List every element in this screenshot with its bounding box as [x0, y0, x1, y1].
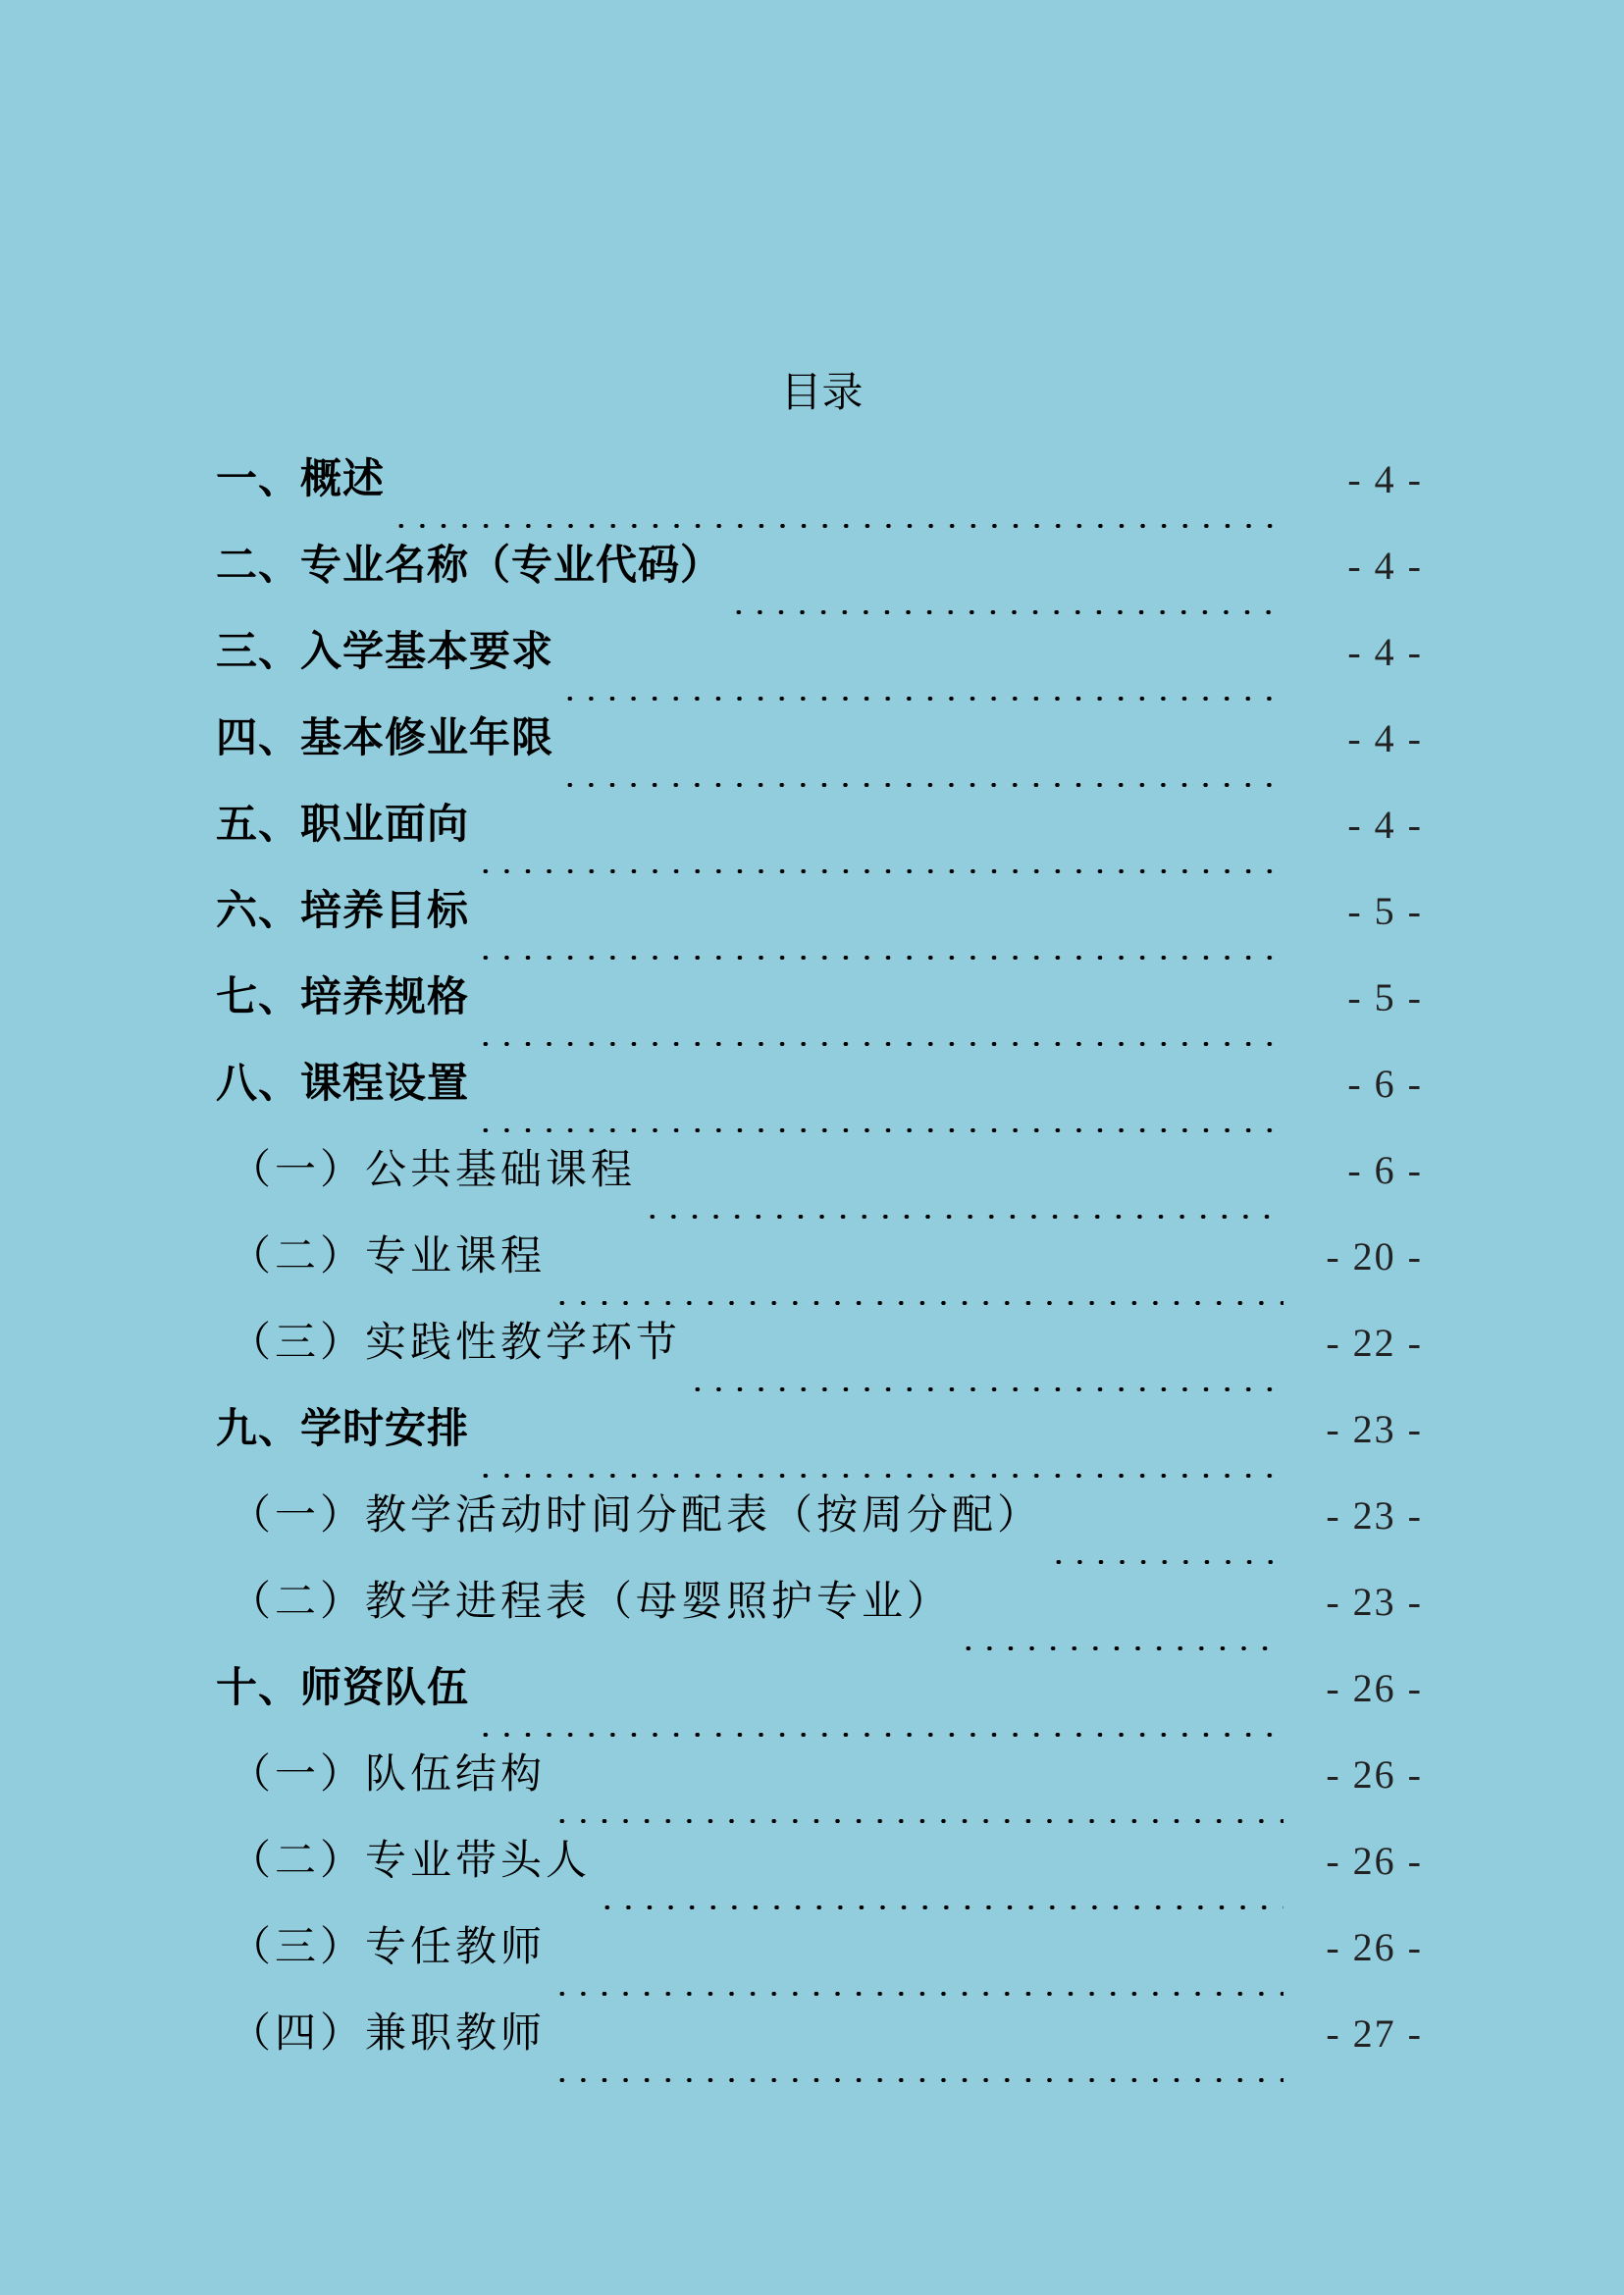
toc-page-number: - 27 -	[1326, 2011, 1423, 2056]
toc-dot-leader	[597, 1905, 1283, 1909]
toc-dot-leader	[475, 1042, 1283, 1046]
toc-dot-leader	[1048, 1560, 1283, 1564]
toc-dot-leader	[559, 697, 1283, 701]
toc-dot-leader	[559, 783, 1283, 787]
toc-page-number: - 26 -	[1326, 1839, 1423, 1883]
toc-dot-leader	[475, 1474, 1283, 1478]
toc-dot-leader	[391, 524, 1283, 528]
toc-section-entry[interactable]	[216, 1660, 1423, 1747]
toc-page-number: - 5 -	[1347, 889, 1423, 933]
toc-entry-label: （一）公共基础课程	[230, 1145, 637, 1193]
toc-entry-label: （三）实践性教学环节	[230, 1318, 682, 1366]
toc-entry-label: 十、师资队伍	[216, 1663, 470, 1711]
toc-entry-label: （一）队伍结构	[230, 1749, 547, 1798]
toc-page-number: - 4 -	[1347, 457, 1423, 501]
toc-entry-label: （二）教学进程表（母婴照护专业）	[230, 1577, 953, 1625]
toc-page-number: - 5 -	[1347, 975, 1423, 1019]
toc-dot-leader	[958, 1646, 1283, 1650]
toc-page-number: - 23 -	[1326, 1580, 1423, 1624]
toc-entry-label: 一、概述	[216, 454, 386, 502]
toc-page-number: - 20 -	[1326, 1234, 1423, 1278]
toc-page-number: - 23 -	[1326, 1493, 1423, 1538]
toc-dot-leader	[475, 869, 1283, 873]
toc-subsection-entry[interactable]	[216, 1315, 1423, 1401]
toc-page-number: - 6 -	[1347, 1148, 1423, 1192]
toc-entry-label: 七、培养规格	[216, 972, 470, 1020]
toc-entry-label: （二）专业带头人	[230, 1836, 592, 1884]
toc-dot-leader	[551, 1301, 1283, 1305]
toc-entry-label: 六、培养目标	[216, 886, 470, 934]
toc-dot-leader	[475, 956, 1283, 960]
toc-section-entry[interactable]	[216, 797, 1423, 883]
toc-section-entry[interactable]	[216, 710, 1423, 797]
toc-entry-label: （三）专任教师	[230, 1922, 547, 1970]
toc-section-entry[interactable]	[216, 538, 1423, 624]
toc-dot-leader	[642, 1215, 1283, 1219]
toc-page-number: - 4 -	[1347, 544, 1423, 588]
toc-dot-leader	[551, 1992, 1283, 1996]
toc-entry-label: （二）专业课程	[230, 1231, 547, 1279]
toc-list	[216, 451, 1423, 2092]
toc-section-entry[interactable]	[216, 883, 1423, 969]
toc-subsection-entry[interactable]	[216, 1747, 1423, 1833]
toc-page-number: - 22 -	[1326, 1321, 1423, 1365]
toc-page-number: - 6 -	[1347, 1062, 1423, 1106]
toc-page-number: - 23 -	[1326, 1407, 1423, 1451]
toc-entry-label: 二、专业名称（专业代码）	[216, 541, 723, 589]
toc-subsection-entry[interactable]	[216, 1487, 1423, 1574]
toc-entry-label: 八、课程设置	[216, 1059, 470, 1107]
toc-subsection-entry[interactable]	[216, 1574, 1423, 1660]
toc-dot-leader	[475, 1128, 1283, 1132]
toc-dot-leader	[728, 610, 1283, 614]
toc-section-entry[interactable]	[216, 1401, 1423, 1487]
toc-page-number: - 4 -	[1347, 716, 1423, 760]
toc-section-entry[interactable]	[216, 969, 1423, 1056]
toc-page-number: - 4 -	[1347, 803, 1423, 847]
toc-entry-label: 三、入学基本要求	[216, 627, 554, 675]
toc-dot-leader	[551, 2078, 1283, 2082]
toc-subsection-entry[interactable]	[216, 1919, 1423, 2006]
toc-entry-label: （一）教学活动时间分配表（按周分配）	[230, 1490, 1043, 1539]
toc-subsection-entry[interactable]	[216, 1833, 1423, 1919]
toc-entry-label: 四、基本修业年限	[216, 713, 554, 761]
toc-dot-leader	[551, 1819, 1283, 1823]
toc-page-number: - 4 -	[1347, 630, 1423, 674]
toc-section-entry[interactable]	[216, 451, 1423, 538]
toc-title: 目录	[780, 368, 864, 416]
toc-subsection-entry[interactable]	[216, 1142, 1423, 1228]
toc-subsection-entry[interactable]	[216, 1228, 1423, 1315]
toc-dot-leader	[687, 1387, 1283, 1391]
toc-dot-leader	[475, 1733, 1283, 1737]
toc-entry-label: （四）兼职教师	[230, 2008, 547, 2057]
toc-page-number: - 26 -	[1326, 1666, 1423, 1710]
toc-page-number: - 26 -	[1326, 1752, 1423, 1797]
toc-section-entry[interactable]	[216, 624, 1423, 710]
toc-page-number: - 26 -	[1326, 1925, 1423, 1969]
toc-entry-label: 五、职业面向	[216, 800, 470, 848]
toc-subsection-entry[interactable]	[216, 2006, 1423, 2092]
toc-section-entry[interactable]	[216, 1056, 1423, 1142]
toc-entry-label: 九、学时安排	[216, 1404, 470, 1452]
